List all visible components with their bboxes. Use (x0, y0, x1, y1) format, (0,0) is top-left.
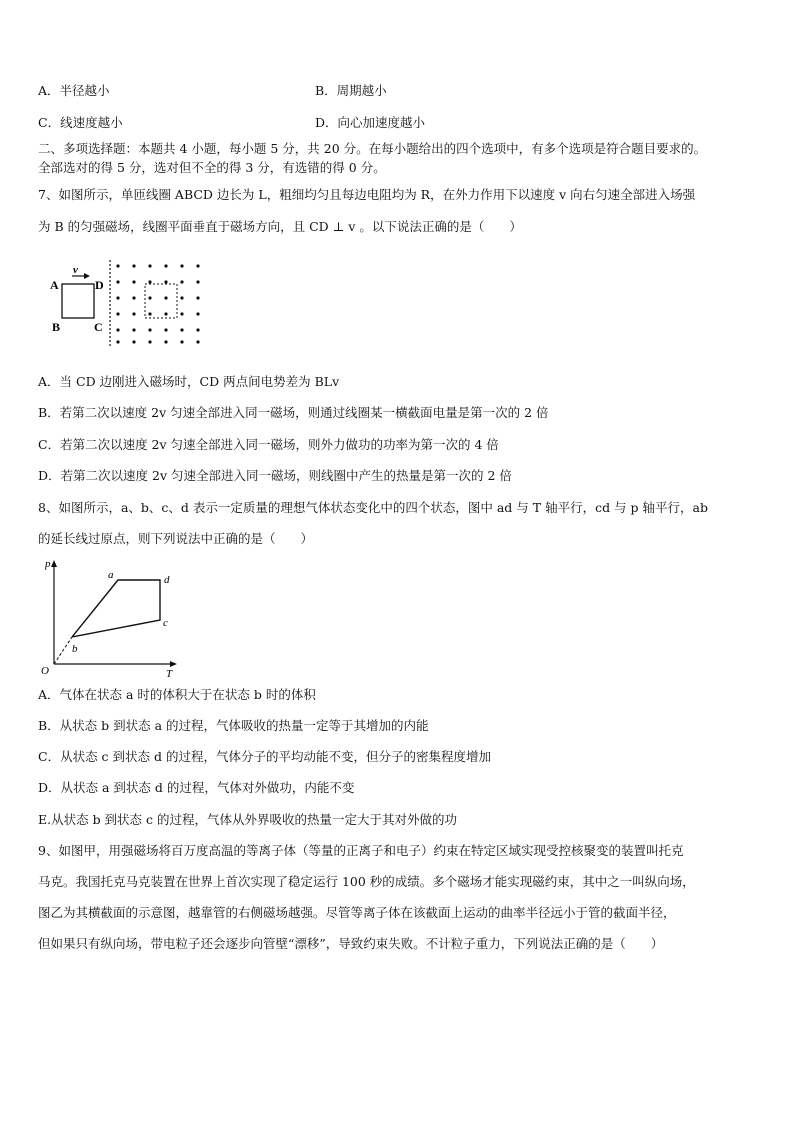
arrow-head-icon (170, 661, 177, 667)
field-dot (116, 280, 119, 283)
q6-option-c: C．线速度越小 (38, 115, 123, 130)
field-dot (148, 328, 151, 331)
field-dot (116, 296, 119, 299)
field-dot (164, 340, 167, 343)
field-dot (164, 296, 167, 299)
q7-option-b: B．若第二次以速度 2v 匀速全部进入同一磁场，则通过线圈某一横截面电量是第一次的 2 倍 (38, 405, 549, 420)
q6-option-d: D．向心加速度越小 (315, 115, 426, 130)
field-dot (180, 340, 183, 343)
field-dot (148, 340, 151, 343)
q8-label-t: T (166, 668, 173, 678)
q8-state-path (72, 580, 160, 637)
section2-instructions-line1: 二、多项选择题：本题共 4 小题，每小题 5 分，共 20 分。在每小题给出的四个选项中，有多个选项是符合题目要求的。 (38, 141, 707, 156)
field-dot (148, 264, 151, 267)
q6-option-a: A．半径越小 (38, 83, 110, 98)
q7-field-dots (116, 264, 199, 343)
field-dot (180, 264, 183, 267)
field-dot (164, 328, 167, 331)
q9-stem-line3: 图乙为其横截面的示意图，越靠管的右侧磁场越强。尽管等离子体在该截面上运动的曲率半径远小于管的截面半径， (38, 905, 676, 920)
q7-coil-square (62, 284, 94, 318)
q7-label-v: v (73, 264, 78, 276)
q7-label-d: D (95, 278, 104, 292)
field-dot (164, 312, 167, 315)
q7-label-c: C (94, 320, 103, 334)
field-dot (180, 280, 183, 283)
q8-option-c: C．从状态 c 到状态 d 的过程，气体分子的平均动能不变，但分子的密集程度增加 (38, 749, 491, 764)
q8-figure-p-t-diagram (38, 556, 183, 678)
field-dot (196, 328, 199, 331)
q8-option-e: E.从状态 b 到状态 c 的过程，气体从外界吸收的热量一定大于其对外做的功 (38, 812, 457, 827)
q7-figure-magnetic-field (44, 258, 204, 350)
q7-stem-line2: 为 B 的匀强磁场，线圈平面垂直于磁场方向，且 CD ⊥ v 。以下说法正确的是（ ） (38, 219, 522, 234)
q8-label-o: O (41, 665, 49, 677)
q8-stem-line2: 的延长线过原点，则下列说法中正确的是（ ） (38, 531, 314, 546)
q8-label-b: b (72, 643, 78, 655)
field-dot (180, 312, 183, 315)
section2-instructions-line2: 全部选对的得 5 分，选对但不全的得 3 分，有选错的得 0 分。 (38, 160, 386, 175)
q8-option-d: D．从状态 a 到状态 d 的过程，气体对外做功，内能不变 (38, 780, 355, 795)
q8-extension-line (54, 637, 72, 664)
q9-stem-line2: 马克。我国托克马克装置在世界上首次实现了稳定运行 100 秒的成绩。多个磁场才能实现磁约束，其中之一叫纵向场， (38, 874, 695, 889)
field-dot (148, 312, 151, 315)
field-dot (196, 264, 199, 267)
q8-label-a: a (108, 569, 114, 581)
field-dot (132, 312, 135, 315)
field-dot (132, 296, 135, 299)
field-dot (196, 340, 199, 343)
q7-label-a: A (50, 278, 59, 292)
q9-stem-line1: 9、如图甲，用强磁场将百万度高温的等离子体（等量的正离子和电子）约束在特定区域实现受控核聚变的装置叫托克 (38, 843, 684, 858)
field-dot (196, 312, 199, 315)
q9-stem-line4: 但如果只有纵向场，带电粒子还会逐步向管壁“漂移”，导致约束失败。不计粒子重力，下列说法正确的是（ ） (38, 936, 664, 951)
field-dot (116, 312, 119, 315)
q7-stem-line1: 7、如图所示，单匝线圈 ABCD 边长为 L，粗细均匀且每边电阻均为 R，在外力作用下以速度 v 向右匀速全部进入场强 (38, 187, 696, 202)
field-dot (164, 280, 167, 283)
q8-label-c: c (163, 617, 168, 629)
field-dot (180, 328, 183, 331)
q8-option-b: B．从状态 b 到状态 a 的过程，气体吸收的热量一定等于其增加的内能 (38, 718, 429, 733)
field-dot (196, 280, 199, 283)
arrow-head-icon (51, 560, 57, 567)
q7-label-b: B (52, 320, 61, 334)
q7-option-c: C．若第二次以速度 2v 匀速全部进入同一磁场，则外力做功的功率为第一次的 4 倍 (38, 437, 499, 452)
field-dot (132, 340, 135, 343)
field-dot (132, 328, 135, 331)
field-dot (164, 264, 167, 267)
q7-option-a: A．当 CD 边刚进入磁场时，CD 两点间电势差为 BLv (38, 374, 340, 389)
arrow-head-icon (84, 273, 90, 279)
field-dot (196, 296, 199, 299)
field-dot (116, 264, 119, 267)
field-dot (132, 280, 135, 283)
q8-option-a: A．气体在状态 a 时的体积大于在状态 b 时的体积 (38, 687, 316, 702)
q8-stem-line1: 8、如图所示，a、b、c、d 表示一定质量的理想气体状态变化中的四个状态，图中 ad 与 T 轴平行，cd 与 p 轴平行，ab (38, 500, 708, 515)
q8-label-d: d (164, 574, 170, 586)
field-dot (148, 280, 151, 283)
q7-option-d: D．若第二次以速度 2v 匀速全部进入同一磁场，则线圈中产生的热量是第一次的 2 倍 (38, 468, 512, 483)
field-dot (116, 340, 119, 343)
field-dot (148, 296, 151, 299)
field-dot (180, 296, 183, 299)
field-dot (116, 328, 119, 331)
field-dot (132, 264, 135, 267)
q6-option-b: B．周期越小 (315, 83, 387, 98)
q8-label-p: p (45, 558, 51, 570)
